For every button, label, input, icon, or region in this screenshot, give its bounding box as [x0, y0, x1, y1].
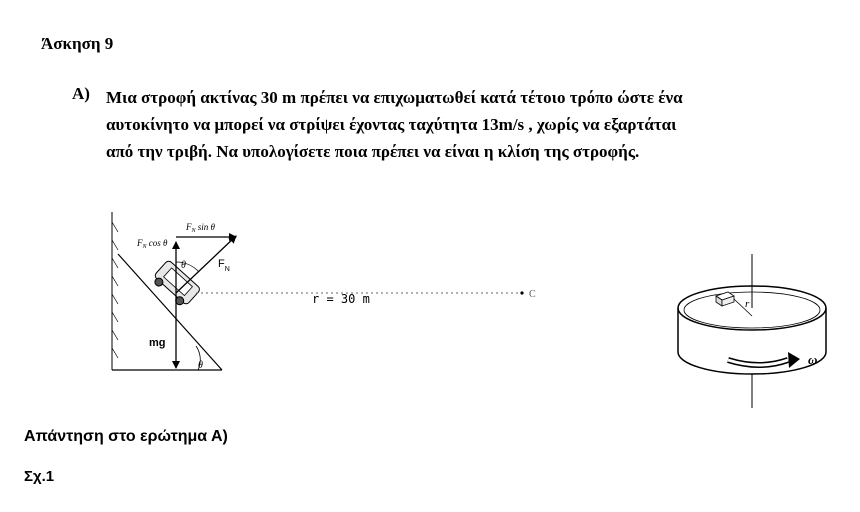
theta-top-label: θ	[181, 260, 186, 271]
mg-label: mg	[149, 337, 166, 349]
fn-cos-label: $F_N$ cos θ	[137, 238, 168, 250]
fn-label: $F_N$	[218, 258, 230, 273]
figure-label: Σχ.1	[24, 468, 55, 485]
center-label: C	[529, 289, 536, 300]
theta-bottom-label: θ	[198, 360, 203, 371]
rotating-drum-diagram	[678, 254, 826, 408]
center-point	[520, 291, 523, 294]
exercise-title: Άσκηση 9	[41, 34, 114, 53]
banked-curve-diagram	[112, 212, 536, 371]
hatch-lines	[112, 222, 118, 358]
question-line-2: αυτοκίνητο να μπορεί να στρίψει έχοντας ταχύτητα 13m/s , χωρίς να εξαρτάται	[106, 115, 677, 134]
drum-r-label: r	[745, 298, 750, 310]
answer-heading: Απάντηση στο ερώτημα Α)	[24, 428, 228, 445]
question-line-3: από την τριβή. Να υπολογίσετε ποια πρέπει να είναι η κλίση της στροφής.	[106, 142, 640, 161]
radius-label: r = 30 m	[312, 292, 370, 306]
question-line-1: Μια στροφή ακτίνας 30 m πρέπει να επιχωματωθεί κατά τέτοιο τρόπο ώστε ένα	[106, 88, 683, 107]
omega-label: ω	[808, 352, 818, 367]
fn-sin-label: $F_N$ sin θ	[186, 222, 215, 234]
question-label: Α)	[72, 84, 90, 103]
